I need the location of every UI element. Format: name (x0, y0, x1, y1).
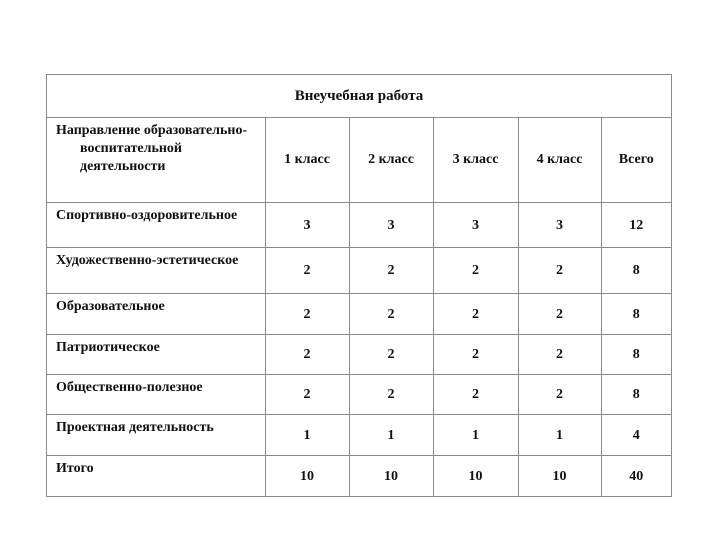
row-label-cell (47, 455, 265, 496)
value-cell: 1 (518, 414, 601, 455)
value-cell: 2 (265, 247, 349, 293)
value-cell: 2 (433, 334, 518, 374)
header-label-cell (47, 118, 265, 202)
table-row (47, 414, 671, 455)
value-cell: 2 (265, 293, 349, 334)
column-header: Всего (601, 118, 671, 202)
column-header: 2 класс (349, 118, 433, 202)
value-cell: 2 (518, 293, 601, 334)
header-label: Направление образовательно-воспитательной деятельности (56, 123, 248, 174)
value-cell: 2 (433, 247, 518, 293)
column-header: 4 класс (518, 118, 601, 202)
row-label-cell (47, 293, 265, 334)
value-cell: 2 (518, 247, 601, 293)
table-title: Внеучебная работа (47, 75, 671, 118)
column-header: 1 класс (265, 118, 349, 202)
row-label: Проектная деятельность (56, 419, 214, 435)
row-label-cell (47, 202, 265, 247)
table-row (47, 293, 671, 334)
total-cell: 8 (601, 374, 671, 414)
value-cell: 2 (265, 334, 349, 374)
row-label-cell (47, 247, 265, 293)
value-cell: 2 (349, 374, 433, 414)
row-label-cell (47, 374, 265, 414)
value-cell: 3 (349, 202, 433, 247)
value-cell: 2 (518, 374, 601, 414)
table-row (47, 334, 671, 374)
value-cell: 1 (265, 414, 349, 455)
value-cell: 10 (518, 455, 601, 496)
row-label: Образовательное (56, 298, 165, 314)
row-label: Общественно-полезное (56, 379, 203, 395)
total-cell: 8 (601, 334, 671, 374)
total-row (47, 455, 671, 496)
value-cell: 10 (265, 455, 349, 496)
table-row (47, 202, 671, 247)
total-cell: 8 (601, 247, 671, 293)
column-header: 3 класс (433, 118, 518, 202)
value-cell: 1 (349, 414, 433, 455)
value-cell: 3 (265, 202, 349, 247)
row-label: Художественно-эстетическое (56, 252, 239, 268)
value-cell: 2 (349, 293, 433, 334)
table-row (47, 247, 671, 293)
value-cell: 10 (349, 455, 433, 496)
total-cell: 4 (601, 414, 671, 455)
row-label-cell (47, 414, 265, 455)
row-label: Спортивно-оздоровительное (56, 207, 238, 223)
row-label-cell (47, 334, 265, 374)
value-cell: 3 (518, 202, 601, 247)
value-cell: 2 (349, 334, 433, 374)
value-cell: 2 (265, 374, 349, 414)
extracurricular-table (46, 74, 672, 497)
value-cell: 10 (433, 455, 518, 496)
total-cell: 40 (601, 455, 671, 496)
data-grid (47, 118, 671, 496)
value-cell: 1 (433, 414, 518, 455)
table-row (47, 374, 671, 414)
value-cell: 2 (349, 247, 433, 293)
header-row (47, 118, 671, 202)
row-label: Патриотическое (56, 339, 160, 355)
value-cell: 2 (518, 334, 601, 374)
value-cell: 2 (433, 293, 518, 334)
total-cell: 8 (601, 293, 671, 334)
value-cell: 3 (433, 202, 518, 247)
total-cell: 12 (601, 202, 671, 247)
row-label: Итого (56, 460, 94, 476)
value-cell: 2 (433, 374, 518, 414)
